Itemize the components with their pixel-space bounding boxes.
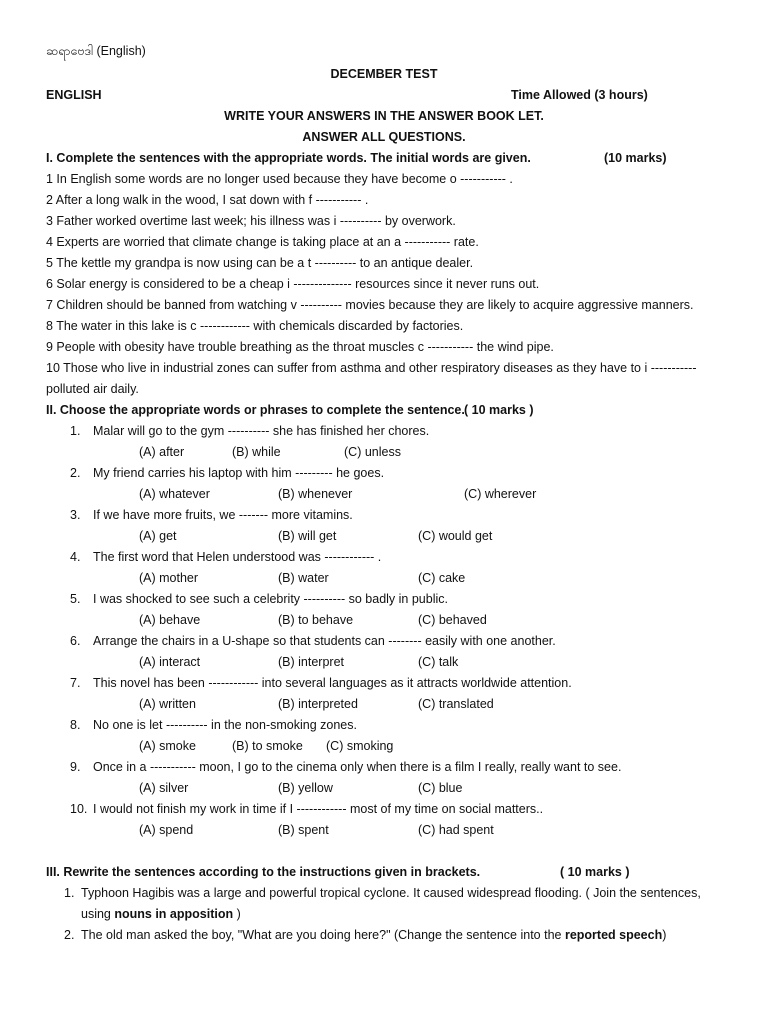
question-number: 8. bbox=[70, 718, 81, 732]
question-number: 5. bbox=[70, 592, 81, 606]
option-b: (B) yellow bbox=[278, 781, 333, 795]
option-a: (A) after bbox=[139, 445, 185, 459]
option-b: (B) whenever bbox=[278, 487, 353, 501]
section1-line: 2 After a long walk in the wood, I sat down with f ----------- . bbox=[46, 193, 369, 207]
question-item bbox=[70, 550, 381, 564]
option-c: (C) blue bbox=[418, 781, 463, 795]
section1-line: 8 The water in this lake is c ------------ with chemicals discarded by factories. bbox=[46, 319, 464, 333]
instruction-prefix: The old man asked the boy, "What are you doing here?" (Change the sentence into the bbox=[81, 928, 565, 942]
instruction-prefix: using bbox=[81, 907, 115, 921]
option-c: (C) unless bbox=[344, 445, 401, 459]
section1-marks: (10 marks) bbox=[604, 151, 667, 165]
option-b: (B) water bbox=[278, 571, 329, 585]
question-number: 7. bbox=[70, 676, 81, 690]
option-a: (A) mother bbox=[139, 571, 199, 585]
question-number: 4. bbox=[70, 550, 81, 564]
option-b: (B) will get bbox=[278, 529, 337, 543]
section1-line: 4 Experts are worried that climate change is taking place at an a ----------- rate. bbox=[46, 235, 479, 249]
rewrite-item-number: 2. bbox=[64, 928, 75, 942]
question-item bbox=[70, 718, 357, 732]
question-number: 3. bbox=[70, 508, 81, 522]
option-a: (A) interact bbox=[139, 655, 201, 669]
question-item bbox=[70, 676, 572, 690]
instruction-suffix: ) bbox=[662, 928, 667, 942]
question-text: If we have more fruits, we ------- more vitamins. bbox=[93, 508, 353, 522]
question-item bbox=[70, 802, 543, 816]
instruction-write: WRITE YOUR ANSWERS IN THE ANSWER BOOK LET. bbox=[224, 109, 544, 123]
option-a: (A) spend bbox=[139, 823, 194, 837]
subject-name: ENGLISH bbox=[46, 88, 102, 102]
question-number: 10. bbox=[70, 802, 88, 816]
option-a: (A) whatever bbox=[139, 487, 210, 501]
option-c: (C) behaved bbox=[418, 613, 487, 627]
option-a: (A) behave bbox=[139, 613, 201, 627]
question-item bbox=[70, 466, 384, 480]
option-c: (C) cake bbox=[418, 571, 466, 585]
option-c: (C) smoking bbox=[326, 739, 394, 753]
question-text: This novel has been ------------ into several languages as it attracts worldwide attention. bbox=[93, 676, 572, 690]
question-text: Once in a ----------- moon, I go to the cinema only when there is a film I really, really want to see. bbox=[93, 760, 622, 774]
question-number: 2. bbox=[70, 466, 81, 480]
time-allowed: Time Allowed (3 hours) bbox=[511, 88, 648, 102]
question-item bbox=[70, 592, 448, 606]
instruction-suffix: ) bbox=[233, 907, 241, 921]
question-text: My friend carries his laptop with him --------- he goes. bbox=[93, 466, 385, 480]
section3-marks: ( 10 marks ) bbox=[560, 865, 630, 879]
section1-heading: I. Complete the sentences with the appropriate words. The initial words are given. bbox=[46, 151, 531, 165]
question-number: 6. bbox=[70, 634, 81, 648]
section1-line: 5 The kettle my grandpa is now using can be a t ---------- to an antique dealer. bbox=[46, 256, 474, 270]
option-a: (A) smoke bbox=[139, 739, 196, 753]
question-text: Arrange the chairs in a U-shape so that students can -------- easily with one another. bbox=[93, 634, 556, 648]
subject-label: ဆရာဗေဒါ (English) bbox=[46, 44, 146, 58]
section1-line: 7 Children should be banned from watching v ---------- movies because they are likely to acquire aggressive manners. bbox=[46, 298, 694, 312]
rewrite-item-text: Typhoon Hagibis was a large and powerful tropical cyclone. It caused widespread flooding. ( Join the sentences, bbox=[81, 886, 701, 900]
section3-heading: III. Rewrite the sentences according to the instructions given in brackets. bbox=[46, 865, 481, 879]
instruction-answer-all: ANSWER ALL QUESTIONS. bbox=[302, 130, 466, 144]
rewrite-item-number: 1. bbox=[64, 886, 75, 900]
option-c: (C) wherever bbox=[464, 487, 537, 501]
rewrite-item-text bbox=[81, 928, 666, 942]
option-c: (C) translated bbox=[418, 697, 494, 711]
option-b: (B) to smoke bbox=[232, 739, 303, 753]
question-item bbox=[70, 508, 353, 522]
option-c: (C) would get bbox=[418, 529, 493, 543]
option-b: (B) interpret bbox=[278, 655, 344, 669]
question-number: 9. bbox=[70, 760, 81, 774]
question-text: The first word that Helen understood was ------------ . bbox=[93, 550, 382, 564]
question-item bbox=[70, 634, 556, 648]
rewrite-item-instruction bbox=[81, 907, 241, 921]
section1-line: 3 Father worked overtime last week; his illness was i ---------- by overwork. bbox=[46, 214, 456, 228]
question-item bbox=[70, 424, 429, 438]
section1-line: 9 People with obesity have trouble breathing as the throat muscles c ----------- the wind pipe. bbox=[46, 340, 554, 354]
option-a: (A) get bbox=[139, 529, 177, 543]
option-c: (C) talk bbox=[418, 655, 459, 669]
option-c: (C) had spent bbox=[418, 823, 494, 837]
section2-heading: II. Choose the appropriate words or phrases to complete the sentence. bbox=[46, 403, 465, 417]
option-a: (A) written bbox=[139, 697, 196, 711]
test-title: DECEMBER TEST bbox=[330, 67, 438, 81]
section1-line: 6 Solar energy is considered to be a cheap i -------------- resources since it never runs out. bbox=[46, 277, 540, 291]
section1-line: polluted air daily. bbox=[46, 382, 139, 396]
question-text: I would not finish my work in time if I ------------ most of my time on social matters.. bbox=[93, 802, 544, 816]
question-item bbox=[70, 760, 621, 774]
option-b: (B) spent bbox=[278, 823, 329, 837]
section1-line: 10 Those who live in industrial zones can suffer from asthma and other respiratory diseases as they have to i ----------- bbox=[46, 361, 697, 375]
section1-line: 1 In English some words are no longer used because they have become o ----------- . bbox=[46, 172, 513, 186]
instruction-keyword: reported speech bbox=[564, 928, 663, 942]
question-text: I was shocked to see such a celebrity ---------- so badly in public. bbox=[93, 592, 448, 606]
option-b: (B) while bbox=[232, 445, 281, 459]
option-a: (A) silver bbox=[139, 781, 189, 795]
option-b: (B) interpreted bbox=[278, 697, 358, 711]
option-b: (B) to behave bbox=[278, 613, 354, 627]
instruction-keyword: nouns in apposition bbox=[114, 907, 234, 921]
question-text: Malar will go to the gym ---------- she has finished her chores. bbox=[93, 424, 430, 438]
question-text: No one is let ---------- in the non-smoking zones. bbox=[93, 718, 357, 732]
section2-marks: ( 10 marks ) bbox=[464, 403, 534, 417]
question-number: 1. bbox=[70, 424, 81, 438]
